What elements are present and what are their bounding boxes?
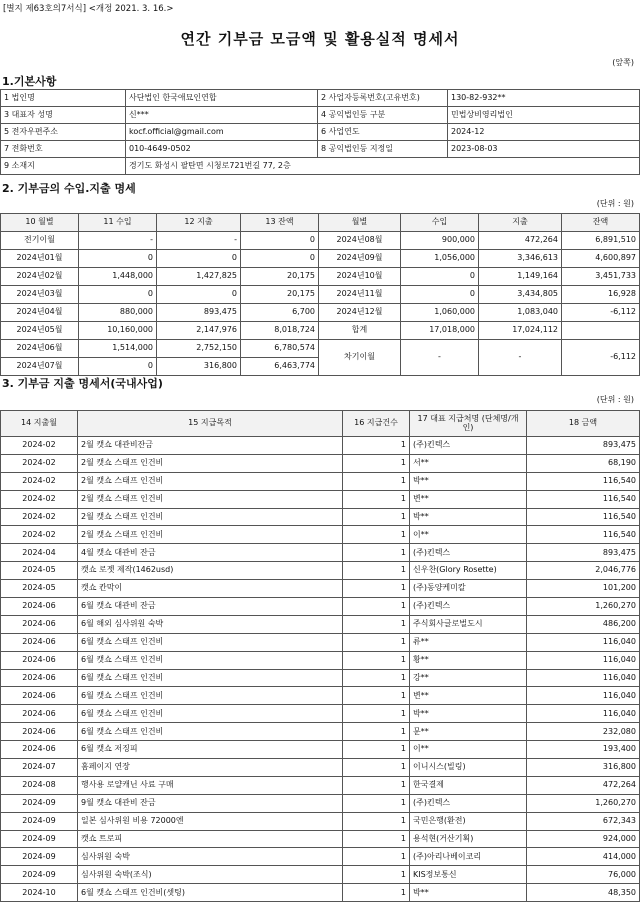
expense-row bbox=[1, 830, 640, 848]
expense-month: 2024-06 bbox=[1, 687, 78, 705]
month-cell: 2024년01월 bbox=[1, 250, 79, 268]
expense-row bbox=[1, 741, 640, 759]
income-row bbox=[1, 286, 640, 304]
expense-month: 2024-04 bbox=[1, 544, 78, 562]
expense-amount: 893,475 bbox=[527, 544, 640, 562]
expense-payee: 박** bbox=[410, 472, 527, 490]
expense-amount: 924,000 bbox=[527, 830, 640, 848]
expense-row bbox=[1, 562, 640, 580]
expense-purpose: 캣쇼 로젯 제작(1462usd) bbox=[78, 562, 343, 580]
month-cell: 2024년07월 bbox=[1, 358, 79, 376]
expense-payee: 황** bbox=[410, 651, 527, 669]
column-header: 11 수입 bbox=[79, 214, 157, 232]
income-header-row bbox=[1, 214, 640, 232]
expense-payee: (주)킨텍스 bbox=[410, 544, 527, 562]
expense-month: 2024-02 bbox=[1, 490, 78, 508]
amount-cell: 16,928 bbox=[562, 286, 640, 304]
expense-payee: 용석현(거산기획) bbox=[410, 830, 527, 848]
column-header: 17 대표 지급처명 (단체명/개인) bbox=[410, 411, 527, 437]
expense-count: 1 bbox=[343, 615, 410, 633]
expense-amount: 193,400 bbox=[527, 741, 640, 759]
month-cell: 2024년03월 bbox=[1, 286, 79, 304]
expense-row bbox=[1, 615, 640, 633]
expense-amount: 101,200 bbox=[527, 580, 640, 598]
expense-payee: 문** bbox=[410, 723, 527, 741]
field-value: 경기도 화성시 팔탄면 시청로721번길 77, 2층 bbox=[126, 158, 640, 175]
expense-detail-table bbox=[0, 410, 640, 902]
expense-amount: 116,040 bbox=[527, 651, 640, 669]
amount-cell: 0 bbox=[79, 286, 157, 304]
expense-purpose: 6월 캣쇼 스태프 인건비 bbox=[78, 633, 343, 651]
expense-count: 1 bbox=[343, 866, 410, 884]
expense-row bbox=[1, 759, 640, 777]
expense-payee: 강** bbox=[410, 669, 527, 687]
expense-count: 1 bbox=[343, 651, 410, 669]
expense-amount: 116,540 bbox=[527, 526, 640, 544]
expense-amount: 316,800 bbox=[527, 759, 640, 777]
expense-amount: 116,540 bbox=[527, 490, 640, 508]
expense-month: 2024-07 bbox=[1, 759, 78, 777]
expense-payee: 류** bbox=[410, 633, 527, 651]
expense-month: 2024-06 bbox=[1, 615, 78, 633]
month-cell: 전기이월 bbox=[1, 232, 79, 250]
basic-info-row bbox=[1, 124, 640, 141]
expense-amount: 76,000 bbox=[527, 866, 640, 884]
expense-month: 2024-06 bbox=[1, 705, 78, 723]
expense-count: 1 bbox=[343, 776, 410, 794]
expense-amount: 414,000 bbox=[527, 848, 640, 866]
expense-amount: 1,260,270 bbox=[527, 794, 640, 812]
income-row bbox=[1, 304, 640, 322]
expense-payee: 이니시스(빌링) bbox=[410, 759, 527, 777]
expense-count: 1 bbox=[343, 598, 410, 616]
column-header: 잔액 bbox=[562, 214, 640, 232]
amount-cell: 17,024,112 bbox=[479, 322, 562, 340]
expense-payee: 신우찬(Glory Rosette) bbox=[410, 562, 527, 580]
expense-purpose: 심사위원 숙박 bbox=[78, 848, 343, 866]
expense-purpose: 6월 캣쇼 대관비 잔금 bbox=[78, 598, 343, 616]
field-value: 신*** bbox=[126, 107, 318, 124]
income-expense-table bbox=[0, 213, 640, 376]
page-title: 연간 기부금 모금액 및 활용실적 명세서 bbox=[180, 30, 460, 48]
field-value: kocf.official@gmail.com bbox=[126, 124, 318, 141]
expense-month: 2024-09 bbox=[1, 866, 78, 884]
amount-cell: 4,600,897 bbox=[562, 250, 640, 268]
expense-row bbox=[1, 794, 640, 812]
amount-cell: -6,112 bbox=[562, 340, 640, 376]
expense-unit-label: (단위 : 원) bbox=[596, 395, 634, 404]
expense-month: 2024-06 bbox=[1, 633, 78, 651]
expense-amount: 232,080 bbox=[527, 723, 640, 741]
expense-month: 2024-02 bbox=[1, 437, 78, 455]
expense-row bbox=[1, 472, 640, 490]
expense-count: 1 bbox=[343, 562, 410, 580]
amount-cell: 2,752,150 bbox=[157, 340, 241, 358]
expense-month: 2024-10 bbox=[1, 884, 78, 902]
expense-amount: 672,343 bbox=[527, 812, 640, 830]
expense-count: 1 bbox=[343, 472, 410, 490]
expense-payee: KIS정보통신 bbox=[410, 866, 527, 884]
expense-purpose: 일본 심사위원 비용 72000엔 bbox=[78, 812, 343, 830]
expense-count: 1 bbox=[343, 794, 410, 812]
expense-purpose: 2월 캣쇼 스태프 인건비 bbox=[78, 508, 343, 526]
amount-cell: 3,346,613 bbox=[479, 250, 562, 268]
expense-month: 2024-06 bbox=[1, 741, 78, 759]
expense-purpose: 심사위원 숙박(조식) bbox=[78, 866, 343, 884]
amount-cell: 0 bbox=[241, 250, 319, 268]
field-label: 7 전화번호 bbox=[1, 141, 126, 158]
field-value: 130-82-932** bbox=[448, 90, 640, 107]
expense-purpose: 6월 해외 심사위원 숙박 bbox=[78, 615, 343, 633]
expense-purpose: 2월 캣쇼 스태프 인건비 bbox=[78, 526, 343, 544]
expense-payee: 박** bbox=[410, 884, 527, 902]
month-cell: 2024년02월 bbox=[1, 268, 79, 286]
month-cell: 2024년04월 bbox=[1, 304, 79, 322]
amount-cell: 893,475 bbox=[157, 304, 241, 322]
expense-amount: 486,200 bbox=[527, 615, 640, 633]
expense-row bbox=[1, 633, 640, 651]
amount-cell: 0 bbox=[79, 358, 157, 376]
field-value: 2023-08-03 bbox=[448, 141, 640, 158]
expense-row bbox=[1, 651, 640, 669]
expense-purpose: 6월 캣쇼 스태프 인건비(셋팅) bbox=[78, 884, 343, 902]
expense-payee: 이** bbox=[410, 526, 527, 544]
amount-cell bbox=[562, 322, 640, 340]
expense-row bbox=[1, 687, 640, 705]
expense-count: 1 bbox=[343, 884, 410, 902]
field-label: 6 사업연도 bbox=[318, 124, 448, 141]
column-header: 12 지출 bbox=[157, 214, 241, 232]
expense-count: 1 bbox=[343, 848, 410, 866]
section-income-expense-heading: 2. 기부금의 수입.지출 명세 bbox=[2, 182, 136, 195]
expense-purpose: 6월 캣쇼 저징피 bbox=[78, 741, 343, 759]
amount-cell: 3,451,733 bbox=[562, 268, 640, 286]
expense-row bbox=[1, 544, 640, 562]
expense-amount: 48,350 bbox=[527, 884, 640, 902]
amount-cell: 8,018,724 bbox=[241, 322, 319, 340]
amount-cell: -6,112 bbox=[562, 304, 640, 322]
expense-row bbox=[1, 776, 640, 794]
expense-month: 2024-02 bbox=[1, 508, 78, 526]
expense-row bbox=[1, 454, 640, 472]
basic-info-row bbox=[1, 90, 640, 107]
expense-month: 2024-06 bbox=[1, 723, 78, 741]
expense-amount: 116,040 bbox=[527, 633, 640, 651]
expense-month: 2024-06 bbox=[1, 598, 78, 616]
expense-purpose: 2월 캣쇼 대관비잔금 bbox=[78, 437, 343, 455]
expense-purpose: 2월 캣쇼 스태프 인건비 bbox=[78, 490, 343, 508]
income-row bbox=[1, 232, 640, 250]
amount-cell: - bbox=[79, 232, 157, 250]
section-basic-heading: 1.기본사항 bbox=[2, 75, 57, 88]
expense-payee: (주)아리나베이코리 bbox=[410, 848, 527, 866]
expense-amount: 116,040 bbox=[527, 669, 640, 687]
expense-payee: 이** bbox=[410, 741, 527, 759]
income-unit-label: (단위 : 원) bbox=[596, 199, 634, 208]
expense-count: 1 bbox=[343, 490, 410, 508]
expense-payee: 국민은행(환전) bbox=[410, 812, 527, 830]
expense-month: 2024-06 bbox=[1, 651, 78, 669]
expense-purpose: 행사용 로얄캐닌 사료 구매 bbox=[78, 776, 343, 794]
amount-cell: 6,463,774 bbox=[241, 358, 319, 376]
expense-payee: 변** bbox=[410, 490, 527, 508]
amount-cell: - bbox=[157, 232, 241, 250]
expense-row bbox=[1, 866, 640, 884]
amount-cell: 0 bbox=[79, 250, 157, 268]
expense-count: 1 bbox=[343, 687, 410, 705]
expense-payee: (주)킨텍스 bbox=[410, 794, 527, 812]
amount-cell: 10,160,000 bbox=[79, 322, 157, 340]
amount-cell: 0 bbox=[401, 286, 479, 304]
expense-payee: 한국결제 bbox=[410, 776, 527, 794]
expense-purpose: 6월 캣쇼 스태프 인건비 bbox=[78, 705, 343, 723]
expense-count: 1 bbox=[343, 437, 410, 455]
basic-info-row bbox=[1, 141, 640, 158]
expense-month: 2024-09 bbox=[1, 830, 78, 848]
expense-month: 2024-05 bbox=[1, 580, 78, 598]
column-header: 14 지출월 bbox=[1, 411, 78, 437]
expense-count: 1 bbox=[343, 508, 410, 526]
field-value: 사단법인 한국애묘인연합 bbox=[126, 90, 318, 107]
column-header: 16 지급건수 bbox=[343, 411, 410, 437]
expense-purpose: 4월 캣쇼 대관비 잔금 bbox=[78, 544, 343, 562]
amount-cell: 0 bbox=[157, 286, 241, 304]
expense-count: 1 bbox=[343, 580, 410, 598]
expense-purpose: 6월 캣쇼 스태프 인건비 bbox=[78, 687, 343, 705]
column-header: 월별 bbox=[319, 214, 401, 232]
page-side-label: (앞쪽) bbox=[612, 58, 634, 67]
expense-payee: 서** bbox=[410, 454, 527, 472]
basic-info-row bbox=[1, 107, 640, 124]
month-cell: 2024년05월 bbox=[1, 322, 79, 340]
expense-amount: 116,540 bbox=[527, 508, 640, 526]
expense-purpose: 6월 캣쇼 스태프 인건비 bbox=[78, 669, 343, 687]
month-cell: 2024년11월 bbox=[319, 286, 401, 304]
expense-row bbox=[1, 705, 640, 723]
expense-row bbox=[1, 669, 640, 687]
expense-purpose: 9월 캣쇼 대관비 잔금 bbox=[78, 794, 343, 812]
expense-count: 1 bbox=[343, 669, 410, 687]
expense-amount: 68,190 bbox=[527, 454, 640, 472]
expense-count: 1 bbox=[343, 741, 410, 759]
expense-count: 1 bbox=[343, 454, 410, 472]
amount-cell: 6,700 bbox=[241, 304, 319, 322]
expense-purpose: 캣쇼 트로피 bbox=[78, 830, 343, 848]
expense-amount: 472,264 bbox=[527, 776, 640, 794]
month-cell: 2024년09월 bbox=[319, 250, 401, 268]
amount-cell: 17,018,000 bbox=[401, 322, 479, 340]
amount-cell: - bbox=[479, 340, 562, 376]
amount-cell: 1,060,000 bbox=[401, 304, 479, 322]
income-row bbox=[1, 322, 640, 340]
expense-payee: 주식회사글로벌도시 bbox=[410, 615, 527, 633]
expense-row bbox=[1, 812, 640, 830]
amount-cell: 316,800 bbox=[157, 358, 241, 376]
expense-month: 2024-06 bbox=[1, 669, 78, 687]
expense-purpose: 2월 캣쇼 스태프 인건비 bbox=[78, 472, 343, 490]
expense-count: 1 bbox=[343, 526, 410, 544]
amount-cell: 1,083,040 bbox=[479, 304, 562, 322]
expense-amount: 2,046,776 bbox=[527, 562, 640, 580]
expense-month: 2024-08 bbox=[1, 776, 78, 794]
field-label: 5 전자우편주소 bbox=[1, 124, 126, 141]
basic-info-row bbox=[1, 158, 640, 175]
amount-cell: 20,175 bbox=[241, 286, 319, 304]
expense-row bbox=[1, 723, 640, 741]
field-label: 9 소재지 bbox=[1, 158, 126, 175]
expense-header-row bbox=[1, 411, 640, 437]
month-cell: 합계 bbox=[319, 322, 401, 340]
expense-payee: (주)킨텍스 bbox=[410, 437, 527, 455]
expense-amount: 116,540 bbox=[527, 472, 640, 490]
expense-row bbox=[1, 598, 640, 616]
expense-amount: 1,260,270 bbox=[527, 598, 640, 616]
column-header: 13 잔액 bbox=[241, 214, 319, 232]
amount-cell: - bbox=[401, 340, 479, 376]
column-header: 수입 bbox=[401, 214, 479, 232]
amount-cell: 2,147,976 bbox=[157, 322, 241, 340]
expense-row bbox=[1, 490, 640, 508]
expense-month: 2024-02 bbox=[1, 472, 78, 490]
amount-cell: 1,448,000 bbox=[79, 268, 157, 286]
field-value: 010-4649-0502 bbox=[126, 141, 318, 158]
carryover-cell: 차기이월 bbox=[319, 340, 401, 376]
expense-purpose: 6월 캣쇼 스태프 인건비 bbox=[78, 651, 343, 669]
income-row bbox=[1, 340, 640, 358]
amount-cell: 3,434,805 bbox=[479, 286, 562, 304]
amount-cell: 0 bbox=[157, 250, 241, 268]
basic-info-table bbox=[0, 89, 640, 175]
expense-count: 1 bbox=[343, 723, 410, 741]
expense-payee: 박** bbox=[410, 508, 527, 526]
field-value: 민법상비영리법인 bbox=[448, 107, 640, 124]
amount-cell: 880,000 bbox=[79, 304, 157, 322]
expense-purpose: 6월 캣쇼 스태프 인건비 bbox=[78, 723, 343, 741]
amount-cell: 1,056,000 bbox=[401, 250, 479, 268]
amount-cell: 1,149,164 bbox=[479, 268, 562, 286]
form-number-note: [별지 제63호의7서식] <개정 2021. 3. 16.> bbox=[3, 4, 174, 14]
column-header: 18 금액 bbox=[527, 411, 640, 437]
expense-month: 2024-09 bbox=[1, 812, 78, 830]
section-expense-detail-heading: 3. 기부금 지출 명세서(국내사업) bbox=[2, 377, 163, 390]
column-header: 지출 bbox=[479, 214, 562, 232]
expense-row bbox=[1, 848, 640, 866]
expense-amount: 116,040 bbox=[527, 687, 640, 705]
month-cell: 2024년08월 bbox=[319, 232, 401, 250]
expense-month: 2024-02 bbox=[1, 526, 78, 544]
expense-month: 2024-09 bbox=[1, 794, 78, 812]
expense-row bbox=[1, 884, 640, 902]
amount-cell: 1,427,825 bbox=[157, 268, 241, 286]
expense-row bbox=[1, 580, 640, 598]
amount-cell: 472,264 bbox=[479, 232, 562, 250]
expense-amount: 893,475 bbox=[527, 437, 640, 455]
expense-count: 1 bbox=[343, 812, 410, 830]
field-label: 2 사업자등록번호(고유번호) bbox=[318, 90, 448, 107]
expense-count: 1 bbox=[343, 830, 410, 848]
expense-purpose: 캣쇼 칸막이 bbox=[78, 580, 343, 598]
amount-cell: 0 bbox=[401, 268, 479, 286]
amount-cell: 0 bbox=[241, 232, 319, 250]
expense-amount: 116,040 bbox=[527, 705, 640, 723]
expense-count: 1 bbox=[343, 633, 410, 651]
expense-count: 1 bbox=[343, 705, 410, 723]
column-header: 10 월별 bbox=[1, 214, 79, 232]
amount-cell: 6,891,510 bbox=[562, 232, 640, 250]
expense-row bbox=[1, 508, 640, 526]
field-label: 1 법인명 bbox=[1, 90, 126, 107]
expense-payee: (주)킨텍스 bbox=[410, 598, 527, 616]
field-label: 3 대표자 성명 bbox=[1, 107, 126, 124]
expense-purpose: 홈페이지 연장 bbox=[78, 759, 343, 777]
expense-count: 1 bbox=[343, 544, 410, 562]
expense-month: 2024-09 bbox=[1, 848, 78, 866]
expense-row bbox=[1, 437, 640, 455]
month-cell: 2024년10월 bbox=[319, 268, 401, 286]
income-row bbox=[1, 268, 640, 286]
expense-month: 2024-05 bbox=[1, 562, 78, 580]
month-cell: 2024년06월 bbox=[1, 340, 79, 358]
amount-cell: 1,514,000 bbox=[79, 340, 157, 358]
amount-cell: 900,000 bbox=[401, 232, 479, 250]
expense-month: 2024-02 bbox=[1, 454, 78, 472]
field-label: 4 공익법인등 구분 bbox=[318, 107, 448, 124]
column-header: 15 지급목적 bbox=[78, 411, 343, 437]
month-cell: 2024년12월 bbox=[319, 304, 401, 322]
expense-purpose: 2월 캣쇼 스태프 인건비 bbox=[78, 454, 343, 472]
expense-count: 1 bbox=[343, 759, 410, 777]
field-value: 2024-12 bbox=[448, 124, 640, 141]
expense-payee: 박** bbox=[410, 705, 527, 723]
field-label: 8 공익법인등 지정일 bbox=[318, 141, 448, 158]
expense-payee: (주)동양케미칼 bbox=[410, 580, 527, 598]
amount-cell: 20,175 bbox=[241, 268, 319, 286]
income-row bbox=[1, 250, 640, 268]
amount-cell: 6,780,574 bbox=[241, 340, 319, 358]
expense-payee: 변** bbox=[410, 687, 527, 705]
expense-row bbox=[1, 526, 640, 544]
